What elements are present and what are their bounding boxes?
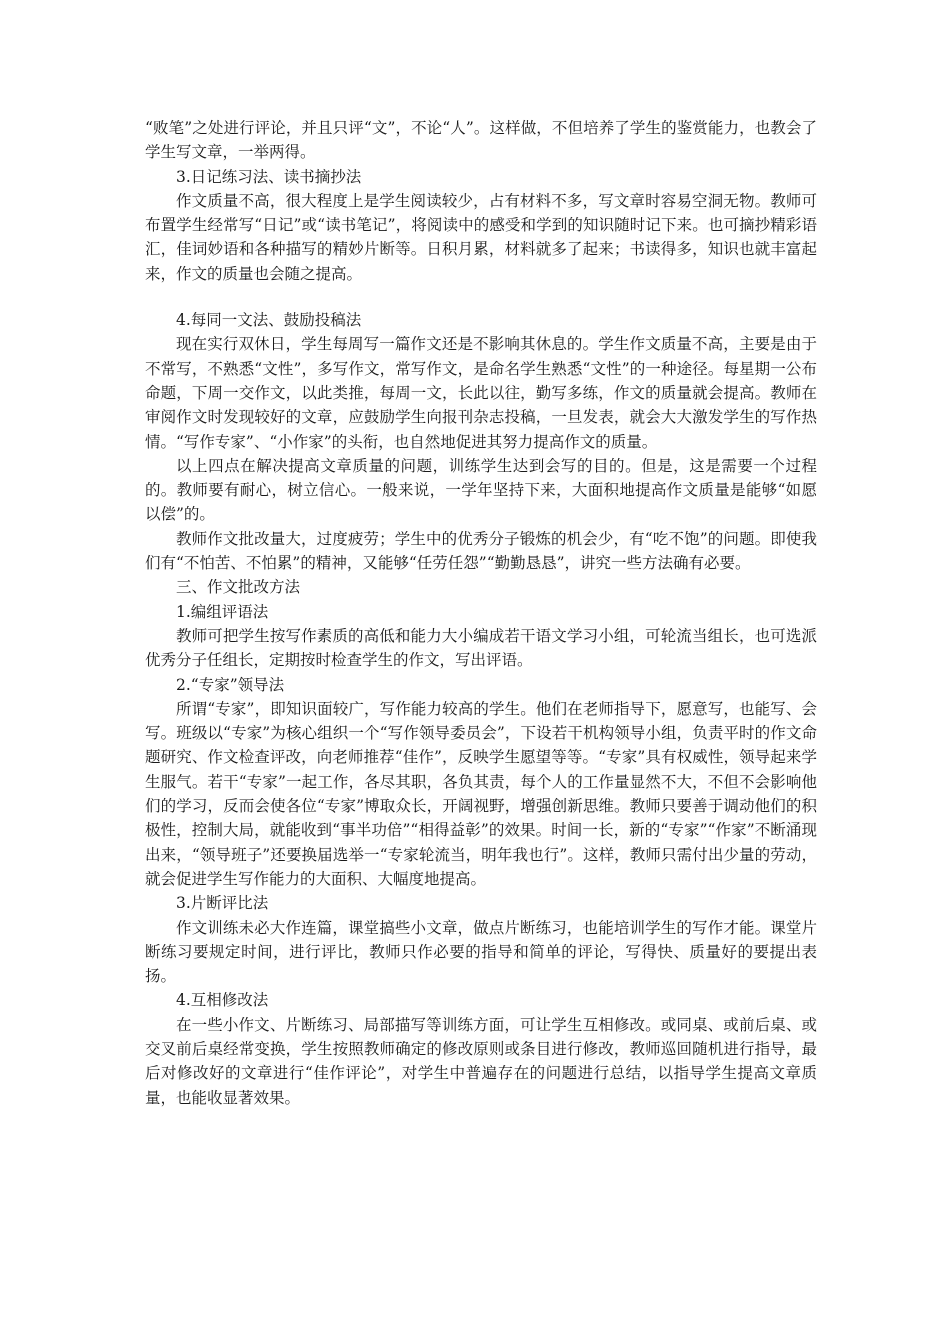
paragraph-summary: 以上四点在解决提高文章质量的问题，训练学生达到会写的目的。但是，这是需要一个过程的。教师要有耐心，树立信心。一般来说，一学年坚持下来，大面积地提高作文质量是能够“如愿以偿”的。 xyxy=(145,456,817,524)
heading-diary-method: 3.日记练习法、读书摘抄法 xyxy=(176,167,362,186)
heading-peer-revision-method: 4.互相修改法 xyxy=(176,991,269,1010)
paragraph-diary-method: 作文质量不高，很大程度上是学生阅读较少，占有材料不多，写文章时容易空洞无物。教师可布置学生经常写“日记”或“读书笔记”，将阅读中的感受和学到的知识随时记下来。也可摘抄精彩语汇，佳词妙语和各种描写的精妙片断等。日积月累，材料就多了起来；书读得多，知识也就丰富起来，作文的质量也会随之提高。 xyxy=(145,191,817,283)
heading-section-three: 三、作文批改方法 xyxy=(176,578,301,597)
heading-fragment-contest-method: 3.片断评比法 xyxy=(176,894,269,913)
heading-weekly-essay-method: 4.每同一文法、鼓励投稿法 xyxy=(176,311,362,330)
paragraph-expert-lead-method: 所谓“专家”，即知识面较广，写作能力较高的学生。他们在老师指导下，愿意写，也能写、会写。班级以“专家”为核心组织一个“写作领导委员会”，下设若干机构领导小组，负责平时的作文命题研究、作文检查评改，向老师推荐“佳作”，反映学生愿望等等。“专家”具有权威性，领导起来学生服气。若干“专家”一起工作，各尽其职，各负其责，每个人的工作量显然不大，不但不会影响他们的学习，反而会使各位“专家”博取众长，开阔视野，增强创新思维。教师只要善于调动他们的积极性，控制大局，就能收到“事半功倍”“相得益彰”的效果。时间一长，新的“专家”“作家”不断涌现出来，“领导班子”还要换届选举一“专家轮流当，明年我也行”。这样，教师只需付出少量的劳动，就会促进学生写作能力的大面积、大幅度地提高。 xyxy=(145,699,817,888)
paragraph-peer-revision-method: 在一些小作文、片断练习、局部描写等训练方面，可让学生互相修改。或同桌、或前后桌、或交叉前后桌经常变换，学生按照教师确定的修改原则或条目进行修改，教师巡回随机进行指导，最后对修改好的文章进行“佳作评论”，对学生中普遍存在的问题进行总结，以指导学生提高文章质量，也能收显著效果。 xyxy=(145,1015,817,1107)
paragraph-grading-load: 教师作文批改量大，过度疲劳；学生中的优秀分子锻炼的机会少，有“吃不饱”的问题。即使我们有“不怕苦、不怕累”的精神，又能够“任劳任怨”“勤勤恳恳”，讲究一些方法确有必要。 xyxy=(145,529,817,573)
paragraph-continuation: “败笔”之处进行评论，并且只评“文”，不论“人”。这样做，不但培养了学生的鉴赏能力，也教会了学生写文章，一举两得。 xyxy=(145,119,817,162)
heading-expert-lead-method: 2.“专家”领导法 xyxy=(176,675,285,694)
paragraph-fragment-contest-method: 作文训练未必大作连篇，课堂搞些小文章，做点片断练习，也能培训学生的写作才能。课堂片断练习要规定时间，进行评比，教师只作必要的指导和简单的评论，写得快、质量好的要提出表扬。 xyxy=(145,918,817,986)
document-page xyxy=(145,116,817,1110)
paragraph-weekly-essay-method: 现在实行双休日，学生每周写一篇作文还是不影响其休息的。学生作文质量不高，主要是由于不常写，不熟悉“文性”，多写作文，常写作文，是命名学生熟悉“文性”的一种途径。每星期一公布命题，下周一交作文，以此类推，每周一文，长此以往，勤写多练，作文的质量就会提高。教师在审阅作文时发现较好的文章，应鼓励学生向报刊杂志投稿，一旦发表，就会大大激发学生的写作热情。“写作专家”、“小作家”的头衔，也自然地促进其努力提高作文的质量。 xyxy=(145,335,817,451)
paragraph-group-comment-method: 教师可把学生按写作素质的高低和能力大小编成若干语文学习小组，可轮流当组长，也可选派优秀分子任组长，定期按时检查学生的作文，写出评语。 xyxy=(145,626,817,670)
heading-group-comment-method: 1.编组评语法 xyxy=(176,602,269,621)
